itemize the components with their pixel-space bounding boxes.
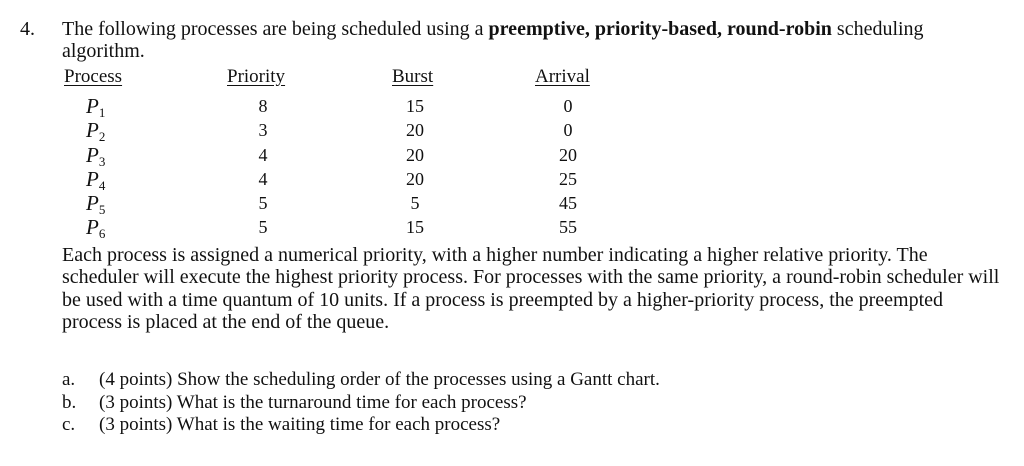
priority-cell: 4 — [258, 168, 268, 189]
burst-cell: 5 — [410, 193, 420, 214]
arrival-cell: 0 — [563, 96, 573, 116]
subquestion-list — [62, 369, 660, 437]
header-process: Process — [64, 66, 123, 87]
priority-cell: 5 — [258, 217, 268, 238]
header-arrival: Arrival — [535, 66, 590, 87]
burst-cell: 15 — [406, 217, 424, 238]
subquestion-letter: b. — [62, 391, 77, 413]
process-name-cell: $P_4$ — [86, 166, 106, 193]
subquestion-item — [62, 369, 660, 392]
subquestion-letter: c. — [62, 414, 76, 435]
process-name-cell: $P_5$ — [86, 191, 106, 218]
header-burst: Burst — [392, 66, 434, 87]
arrival-column — [538, 94, 598, 240]
arrival-cell: 55 — [559, 217, 577, 238]
burst-cell: 20 — [406, 144, 424, 165]
header-priority: Priority — [227, 66, 286, 87]
priority-cell: 3 — [258, 120, 268, 141]
question-number: 4. — [20, 18, 35, 40]
description-paragraph: Each process is assigned a numerical priority, with a higher number indicating a higher relative priority. The scheduler will execute the highest priority process. For processes with the same priority, a round-robin scheduler will be used with a time quantum of 10 units. If a process is preempted by a higher-priority process, the preempted process is placed at the end of the queue. — [62, 244, 1000, 333]
subquestion-text: (3 points) What is the waiting time for each process? — [99, 414, 501, 435]
burst-cell: 20 — [406, 120, 424, 141]
intro-text-end: scheduling algorithm. — [62, 18, 924, 62]
subquestion-letter: a. — [62, 369, 76, 390]
subquestion-text: (3 points) What is the turnaround time for each process? — [99, 391, 527, 413]
process-name-cell: $P_2$ — [86, 118, 106, 145]
arrival-cell: 45 — [559, 193, 577, 214]
intro-text-start: The following processes are being scheduled using a — [62, 18, 489, 40]
arrival-cell: 25 — [559, 168, 577, 189]
subquestion-text: (4 points) Show the scheduling order of the processes using a Gantt chart. — [99, 369, 660, 390]
priority-cell: 5 — [258, 193, 268, 214]
question-intro — [62, 18, 1007, 62]
burst-column — [385, 94, 445, 240]
priority-cell: 4 — [258, 144, 268, 165]
intro-bold-text: preemptive, priority-based, round-robin — [488, 18, 832, 40]
priority-cell: 8 — [258, 96, 268, 116]
arrival-cell: 0 — [563, 120, 573, 141]
process-name-cell: $P_3$ — [86, 142, 106, 169]
priority-column — [233, 94, 293, 240]
subquestion-item — [62, 414, 660, 437]
process-name-cell: $P_6$ — [86, 215, 106, 242]
burst-cell: 15 — [406, 96, 424, 116]
subquestion-item — [62, 392, 660, 415]
burst-cell: 20 — [406, 168, 424, 189]
arrival-cell: 20 — [559, 144, 577, 165]
process-name-cell: $P_1$ — [86, 94, 106, 120]
process-name-column — [86, 94, 105, 240]
